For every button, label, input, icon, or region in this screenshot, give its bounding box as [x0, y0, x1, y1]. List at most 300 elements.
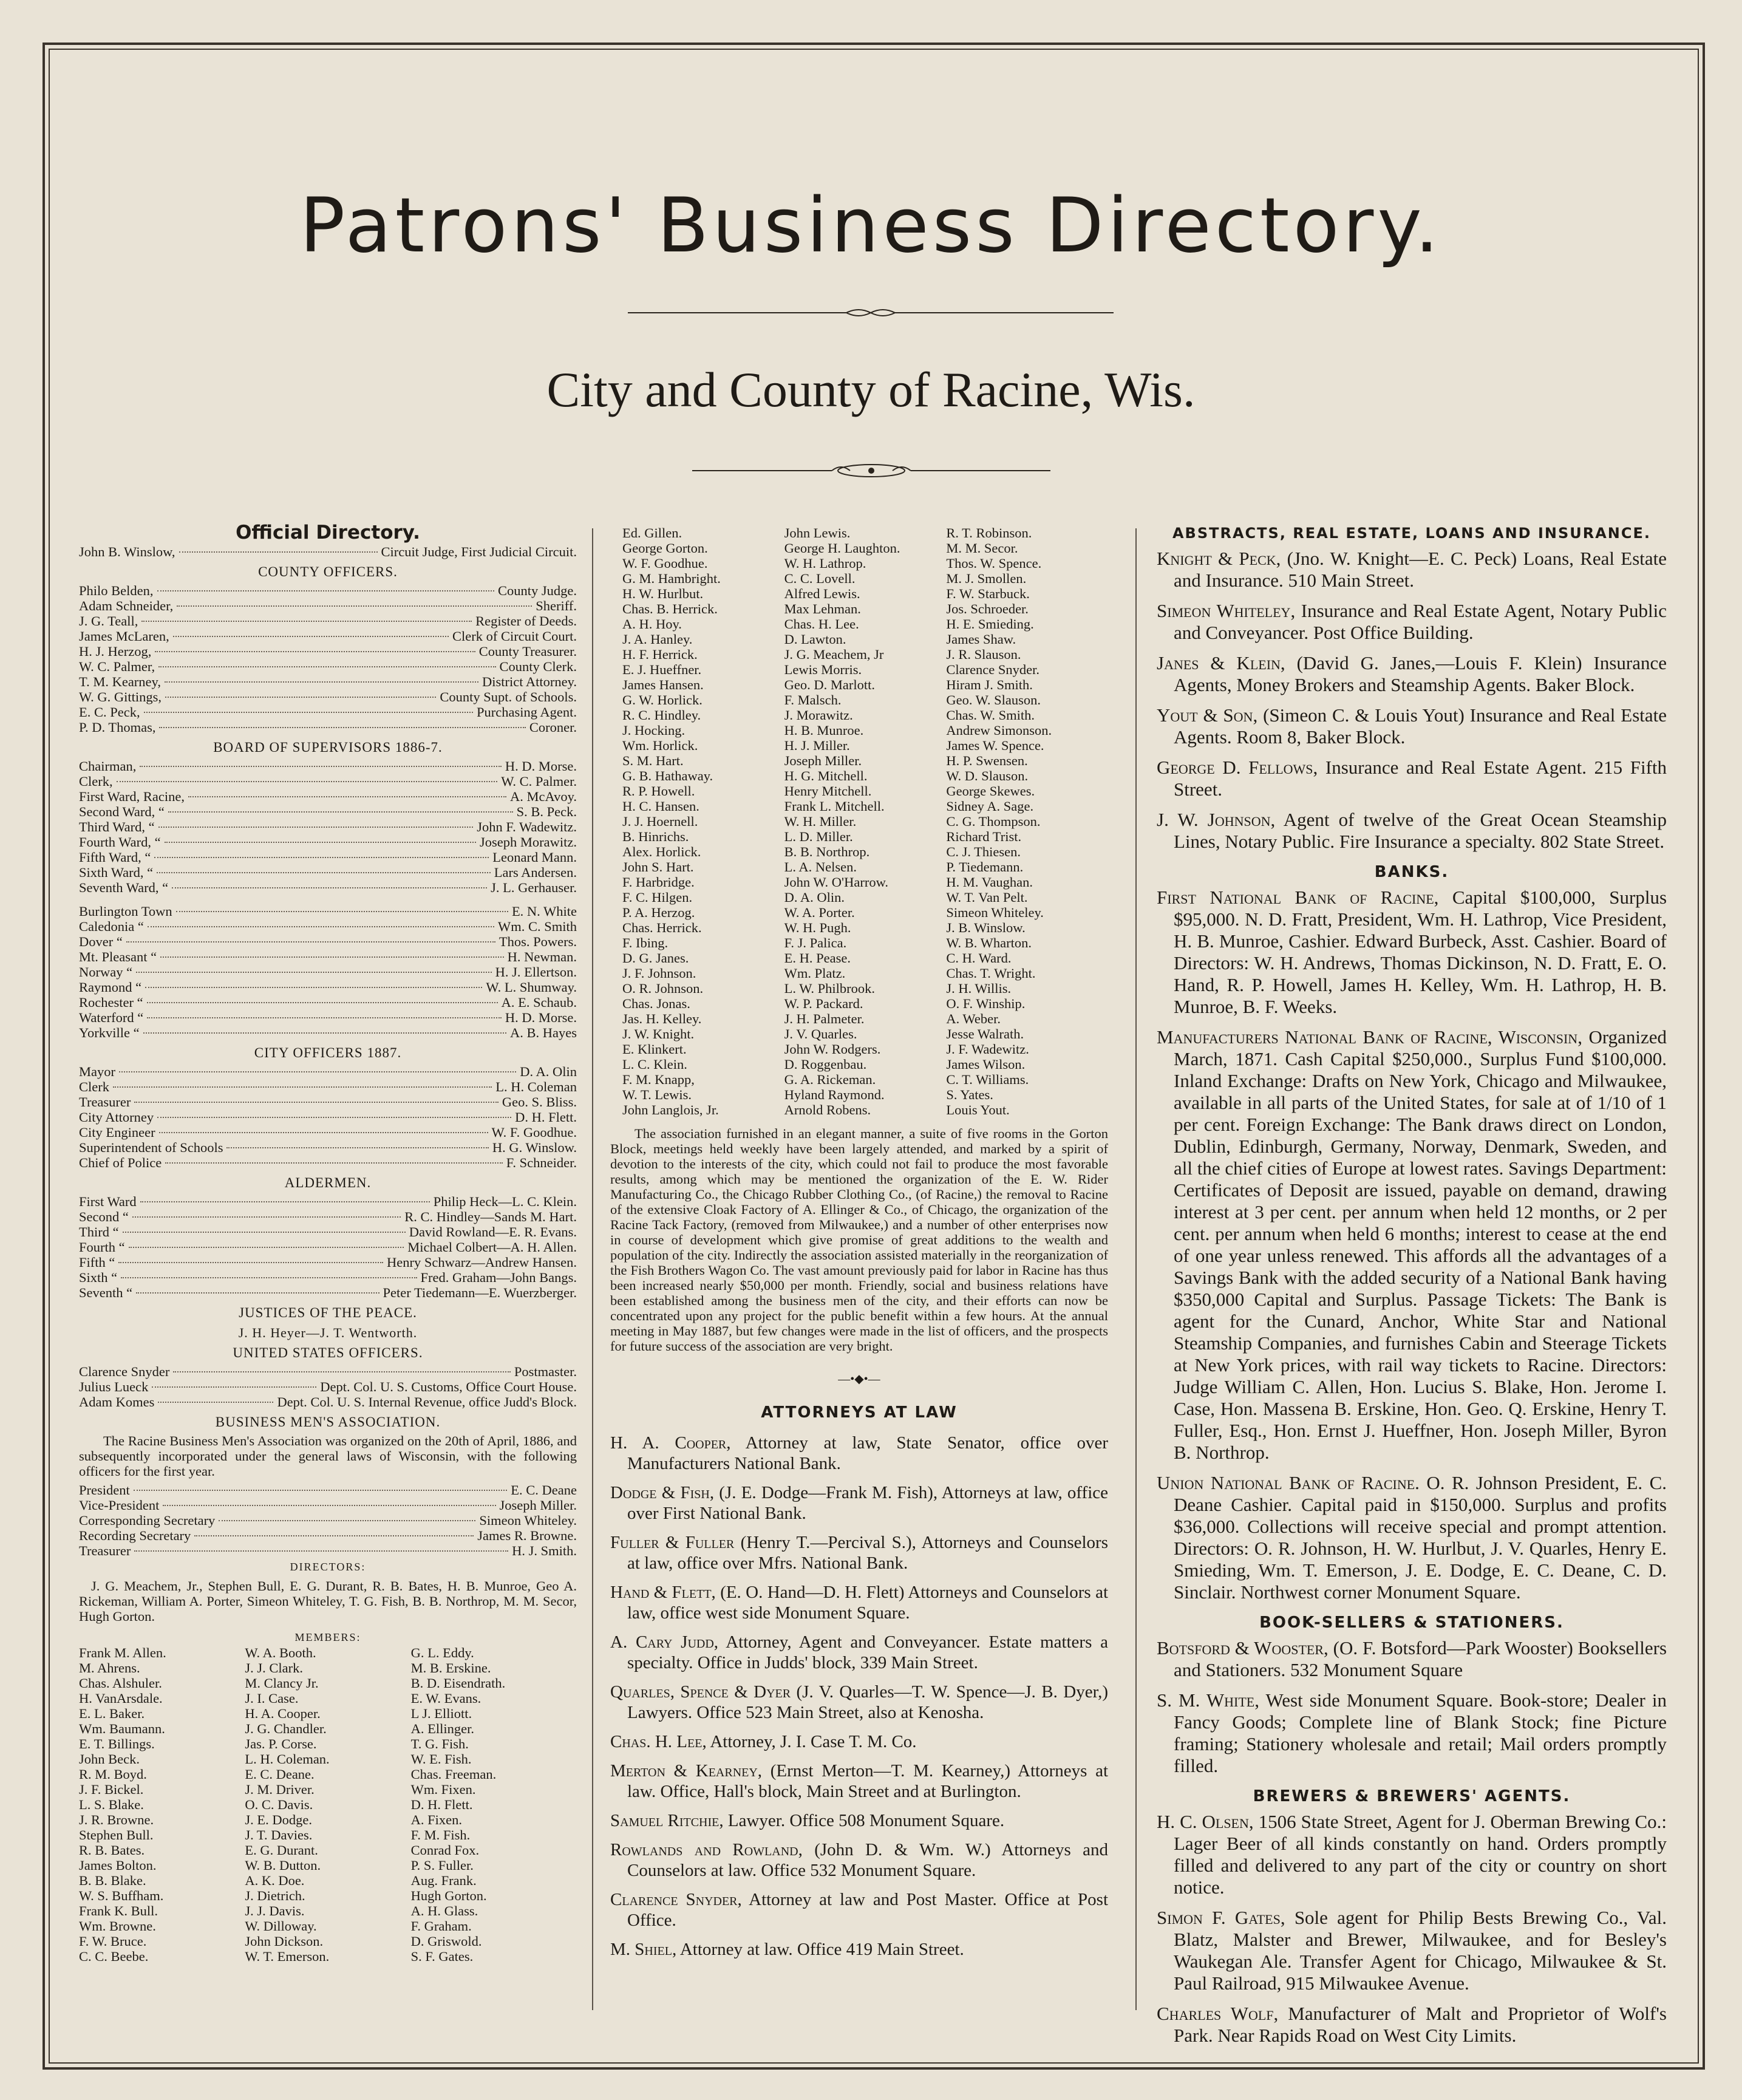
- member-name: S. Yates.: [946, 1087, 993, 1102]
- brewer-entry-text: Sole agent for Philip Bests Brewing Co., Val. Blatz, Malster and Brewer, Milwaukee, and for Besley's Waukegan Ale. Transfer Agent for Chicago, Milwaukee & St. Paul Railroad, 915 Milwaukee Avenue.: [1174, 1907, 1667, 1994]
- attorney-entry: [610, 1810, 1108, 1831]
- bank-entry: [1157, 1026, 1667, 1464]
- member-name: H. B. Munroe.: [784, 723, 864, 738]
- member-name: Lewis Morris.: [784, 662, 862, 677]
- county-officers-heading: COUNTY OFFICERS.: [258, 564, 398, 579]
- member-name: J. G. Meachem, Jr: [784, 647, 884, 662]
- justices-heading: JUSTICES OF THE PEACE.: [239, 1305, 417, 1320]
- member-name: W. B. Dutton.: [245, 1858, 321, 1873]
- member-name: F. Malsch.: [784, 692, 842, 707]
- member-name: F. Ibing.: [622, 935, 669, 950]
- member-name: B. Hinrichs.: [622, 829, 689, 844]
- member-name: J. M. Driver.: [245, 1782, 315, 1797]
- member-name: C. C. Beebe.: [79, 1949, 149, 1964]
- attorney-entry-text: (Henry T.—Percival S.), Attorneys and Counselors at law, office over Mfrs. National Bank.: [627, 1533, 1108, 1573]
- member-name: Wm. Browne.: [79, 1918, 156, 1934]
- member-name: Ed. Gillen.: [622, 525, 682, 540]
- member-name: R. B. Bates.: [79, 1843, 145, 1858]
- attorney-entry: [610, 1433, 1108, 1474]
- members-column-a: [79, 1645, 245, 1964]
- member-name: J. V. Quarles.: [784, 1026, 857, 1041]
- member-name: J. Morawitz.: [784, 707, 853, 723]
- member-name: D. G. Janes.: [622, 950, 689, 966]
- member-name: A. Ellinger.: [410, 1721, 475, 1736]
- county-officers-list: Philo Belden, County Judge. Adam Schneider, Sheriff. J. G. Teall, Register of Deeds. James McLaren, Clerk of Circuit Court. H. J. Herzog, County Treasurer. W. C. Palmer, County Clerk. T. M. Kearney, District Attorney. W. G. Gittings, County Supt. of Schools. E. C. Peck, Purchasing Agent. P. D. Thomas, Coroner.: [79, 583, 577, 735]
- member-name: J. Dietrich.: [245, 1888, 305, 1903]
- member-name: Frank K. Bull.: [79, 1903, 158, 1918]
- member-name: James Hansen.: [622, 677, 704, 692]
- member-name: Jas. P. Corse.: [245, 1736, 317, 1751]
- member-name: F. M. Knapp,: [622, 1072, 695, 1087]
- members-column-e: [784, 525, 947, 1117]
- abstracts-entry-name: Janes & Klein,: [1157, 652, 1285, 673]
- member-name: F. Graham.: [410, 1918, 472, 1934]
- member-name: Hugh Gorton.: [410, 1888, 487, 1903]
- attorney-entry: [610, 1682, 1108, 1723]
- member-name: James W. Spence.: [946, 738, 1044, 753]
- bookseller-entry-text: West side Monument Square. Book-store; Dealer in Fancy Goods; Complete line of Blank Stock; fine Picture framing; Stationery wholesale and retail; Mail orders promptly filled.: [1174, 1689, 1667, 1776]
- member-name: J. I. Case.: [245, 1691, 299, 1706]
- abstracts-entry-name: Simeon Whiteley,: [1157, 600, 1296, 621]
- attorney-entry: [610, 1889, 1108, 1931]
- member-name: O. R. Johnson.: [622, 981, 704, 996]
- member-name: F. J. Palica.: [784, 935, 847, 950]
- member-name: Henry Mitchell.: [784, 783, 872, 799]
- member-name: Chas. H. Lee.: [784, 616, 859, 632]
- member-name: Arnold Robens.: [784, 1102, 871, 1117]
- member-name: Wm. Fixen.: [410, 1782, 476, 1797]
- member-name: Hiram J. Smith.: [946, 677, 1033, 692]
- member-name: G. L. Eddy.: [410, 1645, 474, 1660]
- member-name: E. G. Durant.: [245, 1843, 318, 1858]
- member-name: M. J. Smollen.: [946, 571, 1027, 586]
- member-name: F. W. Bruce.: [79, 1934, 147, 1949]
- member-name: J. F. Johnson.: [622, 966, 696, 981]
- member-name: Sidney A. Sage.: [946, 799, 1034, 814]
- member-name: W. E. Fish.: [410, 1751, 472, 1767]
- attorney-entry: [610, 1839, 1108, 1881]
- member-name: J. G. Chandler.: [245, 1721, 327, 1736]
- bank-entry: [1157, 1472, 1667, 1603]
- member-name: Frank L. Mitchell.: [784, 799, 885, 814]
- member-name: C. H. Ward.: [946, 950, 1012, 966]
- abstracts-list: [1157, 548, 1667, 853]
- member-name: J. A. Hanley.: [622, 632, 693, 647]
- member-name: E. W. Evans.: [410, 1691, 481, 1706]
- member-name: S. F. Gates.: [410, 1949, 474, 1964]
- member-name: W. D. Slauson.: [946, 768, 1029, 783]
- abstracts-entry-text: Insurance and Real Estate Agent, Notary Public and Conveyancer. Post Office Building.: [1174, 600, 1667, 643]
- member-name: E. T. Billings.: [79, 1736, 155, 1751]
- member-name: G. M. Hambright.: [622, 571, 721, 586]
- members-and-attorneys-column: [610, 525, 1108, 1968]
- member-name: Wm. Horlick.: [622, 738, 698, 753]
- member-name: L. S. Blake.: [79, 1797, 144, 1812]
- bank-entry-text: O. R. Johnson President, E. C. Deane Cashier. Capital paid in $150,000. Surplus and profits $36,000. Collections will receive special and prompt attention. Directors: O. R. Johnson, H. W. Hurlbut, J. V. Quarles, Henry E. Smieding, Wm. T. Emerson, J. E. Dodge, E. C. Deane, C. D. Sinclair. Northwest corner Monument Square.: [1174, 1472, 1667, 1603]
- brewer-entry-name: H. C. Olsen,: [1157, 1811, 1254, 1832]
- member-name: A. Fixen.: [410, 1812, 463, 1827]
- member-name: F. Harbridge.: [622, 874, 695, 890]
- member-name: Aug. Frank.: [410, 1873, 477, 1888]
- member-name: Chas. Alshuler.: [79, 1676, 162, 1691]
- attorney-entry-name: Samuel Ritchie,: [610, 1811, 724, 1830]
- abstracts-entry-text: Agent of twelve of the Great Ocean Steamship Lines, Notary Public. Fire Insurance a specialty. 802 State Street.: [1174, 809, 1667, 852]
- attorney-entry-name: Fuller & Fuller: [610, 1533, 735, 1552]
- member-name: John S. Hart.: [622, 859, 694, 874]
- member-name: D. A. Olin.: [784, 890, 845, 905]
- member-name: H. F. Herrick.: [622, 647, 698, 662]
- member-name: Jesse Walrath.: [946, 1026, 1024, 1041]
- member-name: P. S. Fuller.: [410, 1858, 474, 1873]
- column-divider: [592, 528, 593, 2010]
- aldermen-list: First Ward Philip Heck—L. C. Klein. Second “ R. C. Hindley—Sands M. Hart. Third “ David Rowland—E. R. Evans. Fourth “ Michael Colbert—A. H. Allen. Fifth “ Henry Schwarz—Andrew Hansen. Sixth “ Fred. Graham—John Bangs. Seventh “ Peter Tiedemann—E. Wuerzberger.: [79, 1194, 577, 1300]
- member-name: L. C. Klein.: [622, 1057, 687, 1072]
- attorney-entry-text: (J. V. Quarles—T. W. Spence—J. B. Dyer,) Lawyers. Office 523 Main Street, also at Kenosha.: [627, 1682, 1108, 1722]
- ornamental-rule-icon: [628, 304, 1114, 322]
- business-mens-association-heading: BUSINESS MEN'S ASSOCIATION.: [215, 1414, 441, 1430]
- member-name: J. R. Slauson.: [946, 647, 1021, 662]
- attorney-entry-name: Merton & Kearney,: [610, 1761, 763, 1781]
- divider-ornament-icon: —•◆•—: [838, 1372, 880, 1386]
- attorney-entry-name: H. A. Cooper,: [610, 1433, 731, 1453]
- abstracts-entry: [1157, 757, 1667, 800]
- member-name: H. J. Miller.: [784, 738, 850, 753]
- member-name: W. H. Miller.: [784, 814, 857, 829]
- bookseller-entry: [1157, 1689, 1667, 1777]
- member-name: F. M. Fish.: [410, 1827, 471, 1843]
- member-name: Joseph Miller.: [784, 753, 862, 768]
- members-list-left: [79, 1645, 577, 1964]
- abstracts-entry: [1157, 704, 1667, 748]
- member-name: Richard Trist.: [946, 829, 1022, 844]
- member-name: E. L. Baker.: [79, 1706, 145, 1721]
- member-name: Conrad Fox.: [410, 1843, 480, 1858]
- member-name: A. H. Glass.: [410, 1903, 478, 1918]
- member-name: Chas. Jonas.: [622, 996, 690, 1011]
- business-listings-column: [1157, 521, 1667, 2055]
- member-name: Chas. W. Smith.: [946, 707, 1035, 723]
- member-name: Hyland Raymond.: [784, 1087, 885, 1102]
- member-name: John Dickson.: [245, 1934, 324, 1949]
- page-subtitle: City and County of Racine, Wis.: [546, 362, 1196, 417]
- member-name: H. G. Mitchell.: [784, 768, 868, 783]
- city-officers-heading: CITY OFFICERS 1887.: [254, 1045, 402, 1060]
- member-name: M. Clancy Jr.: [245, 1676, 319, 1691]
- abstracts-heading: ABSTRACTS, REAL ESTATE, LOANS AND INSURANCE.: [1172, 525, 1652, 542]
- member-name: Jas. H. Kelley.: [622, 1011, 702, 1026]
- member-name: George Gorton.: [622, 540, 708, 556]
- member-name: W. A. Porter.: [784, 905, 855, 920]
- member-name: E. Klinkert.: [622, 1041, 687, 1057]
- member-name: F. C. Hilgen.: [622, 890, 693, 905]
- member-name: E. H. Pease.: [784, 950, 851, 966]
- member-name: E. C. Deane.: [245, 1767, 315, 1782]
- page-title: Patrons' Business Directory.: [299, 182, 1443, 270]
- member-name: F. W. Starbuck.: [946, 586, 1030, 601]
- brewer-entry: [1157, 1811, 1667, 1898]
- member-name: B. B. Blake.: [79, 1873, 146, 1888]
- attorney-entry: [610, 1582, 1108, 1623]
- attorney-entry-name: Dodge & Fish,: [610, 1483, 715, 1502]
- member-name: D. H. Flett.: [410, 1797, 473, 1812]
- member-name: W. H. Pugh.: [784, 920, 851, 935]
- attorney-entry-text: Attorney at law and Post Master. Office at Post Office.: [627, 1890, 1109, 1930]
- association-achievements-text: The association furnished in an elegant manner, a suite of five rooms in the Gorton Block, meetings held weekly have been largely attended, and marked by a spirit of devotion to the interests of the city, which could not fail to produce the most favorable results, among which may be mentioned the organization of the E. W. Rider Manufacturing Co., the Chicago Rubber Clothing Co., (of Racine,) the removal to Racine of the extensive Cloak Factory of A. Ellinger & Co., of Chicago, the organization of the Racine Tack Factory, (removed from Milwaukee,) and a number of other enterprises now in course of development which give promise of great additions to the wealth and population of the city. Indirectly the association assisted materially in the reorganization of the Fish Brothers Wagon Co. The vast amount previously paid for labor in Racine has thus been increased nearly $50,000 per month. Friendly, social and business relations have been established among the business men of the city, and their efforts can now be concentrated upon any project for the public benefit within a few hours. At the annual meeting in May 1887, but few changes were made in the list of officers, and the prospects for future success of the association are very bright.: [610, 1126, 1108, 1354]
- attorney-entry-name: Rowlands and Rowland,: [610, 1840, 803, 1860]
- member-name: J. R. Browne.: [79, 1812, 154, 1827]
- member-name: Chas. Herrick.: [622, 920, 702, 935]
- member-name: James Shaw.: [946, 632, 1016, 647]
- column-divider: [1135, 528, 1137, 2010]
- member-name: C. C. Lovell.: [784, 571, 856, 586]
- member-name: John W. O'Harrow.: [784, 874, 888, 890]
- members-column-f: [946, 525, 1108, 1117]
- abstracts-entry-text: (Simeon C. & Louis Yout) Insurance and Real Estate Agents. Room 8, Baker Block.: [1174, 704, 1667, 748]
- ornamental-flourish-icon: [692, 462, 1050, 480]
- attorneys-list: [610, 1433, 1108, 1960]
- member-name: Geo. W. Slauson.: [946, 692, 1041, 707]
- member-name: George Skewes.: [946, 783, 1035, 799]
- attorney-entry-name: Quarles, Spence & Dyer: [610, 1682, 791, 1702]
- aldermen-heading: ALDERMEN.: [284, 1175, 372, 1190]
- bookseller-entry-name: S. M. White,: [1157, 1689, 1259, 1711]
- members-column-b: [245, 1645, 410, 1964]
- attorney-entry-name: M. Shiel,: [610, 1940, 677, 1959]
- member-name: J. E. Dodge.: [245, 1812, 312, 1827]
- attorney-entry-name: Hand & Flett,: [610, 1583, 716, 1602]
- members-list-right: [622, 525, 1108, 1117]
- brewer-entry-text: Manufacturer of Malt and Proprietor of Wolf's Park. Near Rapids Road on West City Limits.: [1174, 2003, 1667, 2046]
- brewers-list: [1157, 1811, 1667, 2047]
- attorney-entry: [610, 1731, 1108, 1752]
- bank-entry: [1157, 887, 1667, 1018]
- member-name: J. W. Knight.: [622, 1026, 695, 1041]
- member-name: Louis Yout.: [946, 1102, 1010, 1117]
- attorney-entry-text: (John D. & Wm. W.) Attorneys and Counselors at law. Office 532 Monument Square.: [627, 1840, 1109, 1880]
- member-name: W. T. Van Pelt.: [946, 890, 1028, 905]
- attorney-entry-text: Lawyer. Office 508 Monument Square.: [727, 1811, 1005, 1830]
- member-name: J. T. Davies.: [245, 1827, 313, 1843]
- member-name: G. A. Rickeman.: [784, 1072, 876, 1087]
- member-name: B. B. Northrop.: [784, 844, 870, 859]
- member-name: R. C. Hindley.: [622, 707, 701, 723]
- member-name: John W. Rodgers.: [784, 1041, 881, 1057]
- member-name: S. M. Hart.: [622, 753, 684, 768]
- member-name: J. J. Hoernell.: [622, 814, 698, 829]
- member-name: D. Griswold.: [410, 1934, 482, 1949]
- attorney-entry-name: A. Cary Judd,: [610, 1632, 719, 1652]
- member-name: L. A. Nelsen.: [784, 859, 857, 874]
- brewer-entry-name: Charles Wolf,: [1157, 2003, 1279, 2024]
- bank-entry-name: Manufacturers National Bank of Racine, Wisconsin,: [1157, 1026, 1582, 1048]
- association-officers-list: President E. C. Deane Vice-President Joseph Miller. Corresponding Secretary Simeon Whiteley. Recording Secretary James R. Browne. Treasurer H. J. Smith.: [79, 1482, 577, 1558]
- member-name: C. J. Thiesen.: [946, 844, 1021, 859]
- member-name: C. G. Thompson.: [946, 814, 1041, 829]
- member-name: Max Lehman.: [784, 601, 861, 616]
- member-name: Frank M. Allen.: [79, 1645, 166, 1660]
- member-name: J. J. Clark.: [245, 1660, 303, 1676]
- member-name: L. W. Philbrook.: [784, 981, 876, 996]
- member-name: Alfred Lewis.: [784, 586, 860, 601]
- bank-entry-text: Organized March, 1871. Cash Capital $250,000., Surplus Fund $100,000. Inland Exchange: Drafts on New York, Chicago and Milwaukee, available in all parts of the United States, for sale at of 1/10 of 1 per cent. Foreign Exchange: The Bank draws direct on London, Dublin, Edinburgh, Germany, Norway, Denmark, Sweden, and all the chief cities of Europe at lowest rates. Savings Department: Certificates of Deposit are issued, payable on demand, drawing interest at 3 per cent. per annum when held 12 months, or 2 per cent. per annum when held 6 months; interest to cease at the end of one year unless renewed. This affords all the advantages of a Savings Bank with the added security of a National Bank having $350,000 Capital and Surplus. Passage Tickets: The Bank is agent for the Cunard, Anchor, White Star and National Steamship Companies, and furnishes Cabin and Steerage Tickets at New York prices, with rail way tickets to Racine. Directors: Judge William C. Allen, Hon. Lucius S. Blake, Hon. Jerome I. Case, Hon. Massena B. Erskine, Hon. Geo. Q. Erskine, Henry T. Fuller, Esq., Hon. Ernst J. Hueffner, Hon. Joseph Miller, Byron B. Northrop.: [1174, 1026, 1667, 1463]
- us-officers-heading: UNITED STATES OFFICERS.: [233, 1345, 423, 1360]
- abstracts-entry: [1157, 548, 1667, 591]
- directors-text: J. G. Meachem, Jr., Stephen Bull, E. G. Durant, R. B. Bates, H. B. Munroe, Geo A. Rickeman, William A. Porter, Simeon Whiteley, T. G. Fish, B. B. Northrop, M. M. Secor, Hugh Gorton.: [79, 1578, 577, 1624]
- member-name: Geo. D. Marlott.: [784, 677, 876, 692]
- member-name: P. A. Herzog.: [622, 905, 695, 920]
- abstracts-entry: [1157, 652, 1667, 696]
- member-name: Chas. Freeman.: [410, 1767, 497, 1782]
- member-name: P. Tiedemann.: [946, 859, 1024, 874]
- abstracts-entry-name: George D. Fellows,: [1157, 757, 1318, 778]
- member-name: Clarence Snyder.: [946, 662, 1040, 677]
- member-name: John Lewis.: [784, 525, 851, 540]
- association-intro-text: The Racine Business Men's Association was organized on the 20th of April, 1886, and subsequently incorporated under the general laws of Wisconsin, with the following officers for the first year.: [79, 1433, 577, 1479]
- attorney-entry-text: (Ernst Merton—T. M. Kearney,) Attorneys at law. Office, Hall's block, Main Street and at Burlington.: [627, 1761, 1108, 1801]
- member-name: L J. Elliott.: [410, 1706, 472, 1721]
- member-name: W. T. Lewis.: [622, 1087, 692, 1102]
- member-name: Simeon Whiteley.: [946, 905, 1044, 920]
- towns-list: Burlington Town E. N. White Caledonia “ Wm. C. Smith Dover “ Thos. Powers. Mt. Pleasant “ H. Newman. Norway “ H. J. Ellertson. Raymond “ W. L. Shumway. Rochester “ A. E. Schaub. Waterford “ H. D. Morse. Yorkville “ A. B. Hayes: [79, 904, 577, 1040]
- member-name: M. M. Secor.: [946, 540, 1018, 556]
- member-name: R. P. Howell.: [622, 783, 695, 799]
- attorney-entry: [610, 1632, 1108, 1673]
- member-name: A. Weber.: [946, 1011, 1001, 1026]
- member-name: James Wilson.: [946, 1057, 1026, 1072]
- member-name: L. H. Coleman.: [245, 1751, 330, 1767]
- member-name: H. VanArsdale.: [79, 1691, 163, 1706]
- member-name: James Bolton.: [79, 1858, 157, 1873]
- bank-entry-name: Union National Bank of Racine.: [1157, 1472, 1420, 1493]
- official-directory-heading: Official Directory.: [236, 522, 420, 544]
- booksellers-list: [1157, 1637, 1667, 1777]
- member-name: W. F. Goodhue.: [622, 556, 708, 571]
- members-heading: MEMBERS:: [294, 1631, 361, 1643]
- member-name: J. F. Bickel.: [79, 1782, 144, 1797]
- member-name: H. C. Hansen.: [622, 799, 699, 814]
- attorneys-heading: ATTORNEYS AT LAW: [761, 1403, 958, 1422]
- attorney-entry-name: Clarence Snyder,: [610, 1890, 742, 1909]
- member-name: J. B. Winslow.: [946, 920, 1026, 935]
- member-name: E. J. Hueffner.: [622, 662, 702, 677]
- attorney-entry-text: Attorney, Agent and Conveyancer. Estate matters a specialty. Office in Judds' block, 339 Main Street.: [627, 1632, 1108, 1672]
- member-name: H. A. Cooper.: [245, 1706, 321, 1721]
- member-name: Chas. B. Herrick.: [622, 601, 718, 616]
- member-name: John Beck.: [79, 1751, 140, 1767]
- members-column-c: [411, 1645, 577, 1964]
- member-name: C. T. Williams.: [946, 1072, 1029, 1087]
- bookseller-entry: [1157, 1637, 1667, 1681]
- abstracts-entry-name: Yout & Son,: [1157, 704, 1258, 726]
- brewer-entry: [1157, 1907, 1667, 1994]
- attorney-entry-text: Attorney, J. I. Case T. M. Co.: [710, 1732, 917, 1751]
- abstracts-entry: [1157, 600, 1667, 644]
- member-name: A. H. Hoy.: [622, 616, 682, 632]
- brewer-entry-text: 1506 State Street, Agent for J. Oberman Brewing Co.: Lager Beer of all kinds constantly on hand. Orders promptly filled and delivered to any part of the city or country on short notice.: [1174, 1811, 1667, 1898]
- attorney-entry-text: (J. E. Dodge—Frank M. Fish), Attorneys at law, office over First National Bank.: [627, 1483, 1109, 1523]
- member-name: M. B. Erskine.: [410, 1660, 491, 1676]
- member-name: R. M. Boyd.: [79, 1767, 147, 1782]
- attorney-entry-name: Chas. H. Lee,: [610, 1732, 707, 1751]
- member-name: R. T. Robinson.: [946, 525, 1032, 540]
- member-name: A. K. Doe.: [245, 1873, 305, 1888]
- member-name: O. C. Davis.: [245, 1797, 313, 1812]
- abstracts-entry-text: Insurance and Real Estate Agent. 215 Fifth Street.: [1174, 757, 1667, 800]
- member-name: Chas. T. Wright.: [946, 966, 1036, 981]
- abstracts-entry: [1157, 809, 1667, 853]
- attorney-entry: [610, 1482, 1108, 1524]
- member-name: John Langlois, Jr.: [622, 1102, 719, 1117]
- member-name: W. A. Booth.: [245, 1645, 316, 1660]
- booksellers-heading: BOOK-SELLERS & STATIONERS.: [1259, 1614, 1564, 1632]
- member-name: Jos. Schroeder.: [946, 601, 1029, 616]
- member-name: Wm. Baumann.: [79, 1721, 165, 1736]
- member-name: Andrew Simonson.: [946, 723, 1052, 738]
- member-name: J. H. Willis.: [946, 981, 1012, 996]
- member-name: L. D. Miller.: [784, 829, 853, 844]
- bank-entry-name: First National Bank of Racine,: [1157, 887, 1439, 908]
- directors-heading: DIRECTORS:: [290, 1561, 366, 1573]
- abstracts-entry-text: (David G. Janes,—Louis F. Klein) Insurance Agents, Money Brokers and Steamship Agents. Baker Block.: [1174, 652, 1667, 695]
- us-officers-list: Clarence Snyder Postmaster. Julius Lueck Dept. Col. U. S. Customs, Office Court House. Adam Komes Dept. Col. U. S. Internal Revenue, office Judd's Block.: [79, 1364, 577, 1410]
- member-name: W. H. Lathrop.: [784, 556, 866, 571]
- member-name: W. B. Wharton.: [946, 935, 1032, 950]
- member-name: H. E. Smieding.: [946, 616, 1034, 632]
- supervisors-list: Chairman, H. D. Morse. Clerk, W. C. Palmer. First Ward, Racine, A. McAvoy. Second Ward, “ S. B. Peck. Third Ward, “ John F. Wadewitz. Fourth Ward, “ Joseph Morawitz. Fifth Ward, “ Leonard Mann. Sixth Ward, “ Lars Andersen. Seventh Ward, “ J. L. Gerhauser.: [79, 759, 577, 895]
- abstracts-entry-name: J. W. Johnson,: [1157, 809, 1276, 830]
- member-name: G. B. Hathaway.: [622, 768, 713, 783]
- abstracts-entry-name: Knight & Peck,: [1157, 548, 1281, 569]
- member-name: G. W. Horlick.: [622, 692, 703, 707]
- member-name: O. F. Winship.: [946, 996, 1026, 1011]
- member-name: Thos. W. Spence.: [946, 556, 1042, 571]
- member-name: Alex. Horlick.: [622, 844, 701, 859]
- member-name: W. S. Buffham.: [79, 1888, 164, 1903]
- bookseller-entry-text: (O. F. Botsford—Park Wooster) Booksellers and Stationers. 532 Monument Square: [1174, 1637, 1667, 1680]
- member-name: J. H. Palmeter.: [784, 1011, 865, 1026]
- member-name: B. D. Eisendrath.: [410, 1676, 506, 1691]
- attorney-entry: [610, 1532, 1108, 1573]
- bookseller-entry-name: Botsford & Wooster,: [1157, 1637, 1329, 1659]
- member-name: H. P. Swensen.: [946, 753, 1028, 768]
- members-column-d: [622, 525, 784, 1117]
- supervisors-heading: BOARD OF SUPERVISORS 1886-7.: [213, 740, 443, 755]
- member-name: George H. Laughton.: [784, 540, 900, 556]
- bank-entry-text: Capital $100,000, Surplus $95,000. N. D. Fratt, President, Wm. H. Lathrop, Vice President, H. B. Munroe, Cashier. Edward Burbeck, Asst. Cashier. Board of Directors: W. H. Andrews, Thomas Dickinson, N. D. Fratt, E. O. Hand, R. P. Howell, James H. Kelley, Wm. H. Lathrop, H. B. Munroe, B. F. Weeks.: [1174, 887, 1667, 1017]
- member-name: J. J. Davis.: [245, 1903, 305, 1918]
- brewer-entry-name: Simon F. Gates,: [1157, 1907, 1285, 1928]
- member-name: W. T. Emerson.: [245, 1949, 330, 1964]
- attorney-entry-text: (E. O. Hand—D. H. Flett) Attorneys and Counselors at law, office west side Monument Square.: [627, 1583, 1109, 1623]
- brewers-heading: BREWERS & BREWERS' AGENTS.: [1253, 1787, 1571, 1805]
- member-name: W. Dilloway.: [245, 1918, 317, 1934]
- abstracts-entry-text: (Jno. W. Knight—E. C. Peck) Loans, Real Estate and Insurance. 510 Main Street.: [1174, 548, 1667, 591]
- justices-names: J. H. Heyer—J. T. Wentworth.: [238, 1325, 418, 1340]
- brewer-entry: [1157, 2003, 1667, 2047]
- member-name: D. Roggenbau.: [784, 1057, 867, 1072]
- member-name: Stephen Bull.: [79, 1827, 154, 1843]
- banks-heading: BANKS.: [1374, 863, 1449, 881]
- member-name: H. W. Hurlbut.: [622, 586, 704, 601]
- attorney-entry-text: Attorney at law. Office 419 Main Street.: [679, 1940, 964, 1959]
- member-name: D. Lawton.: [784, 632, 846, 647]
- member-name: J. Hocking.: [622, 723, 686, 738]
- banks-list: [1157, 887, 1667, 1603]
- city-officers-list: Mayor D. A. Olin Clerk L. H. Coleman Treasurer Geo. S. Bliss. City Attorney D. H. Flett. City Engineer W. F. Goodhue. Superintendent of Schools H. G. Winslow. Chief of Police F. Schneider.: [79, 1064, 577, 1170]
- member-name: H. M. Vaughan.: [946, 874, 1033, 890]
- attorney-entry-text: Attorney at law, State Senator, office over Manufacturers National Bank.: [627, 1433, 1108, 1473]
- member-name: M. Ahrens.: [79, 1660, 140, 1676]
